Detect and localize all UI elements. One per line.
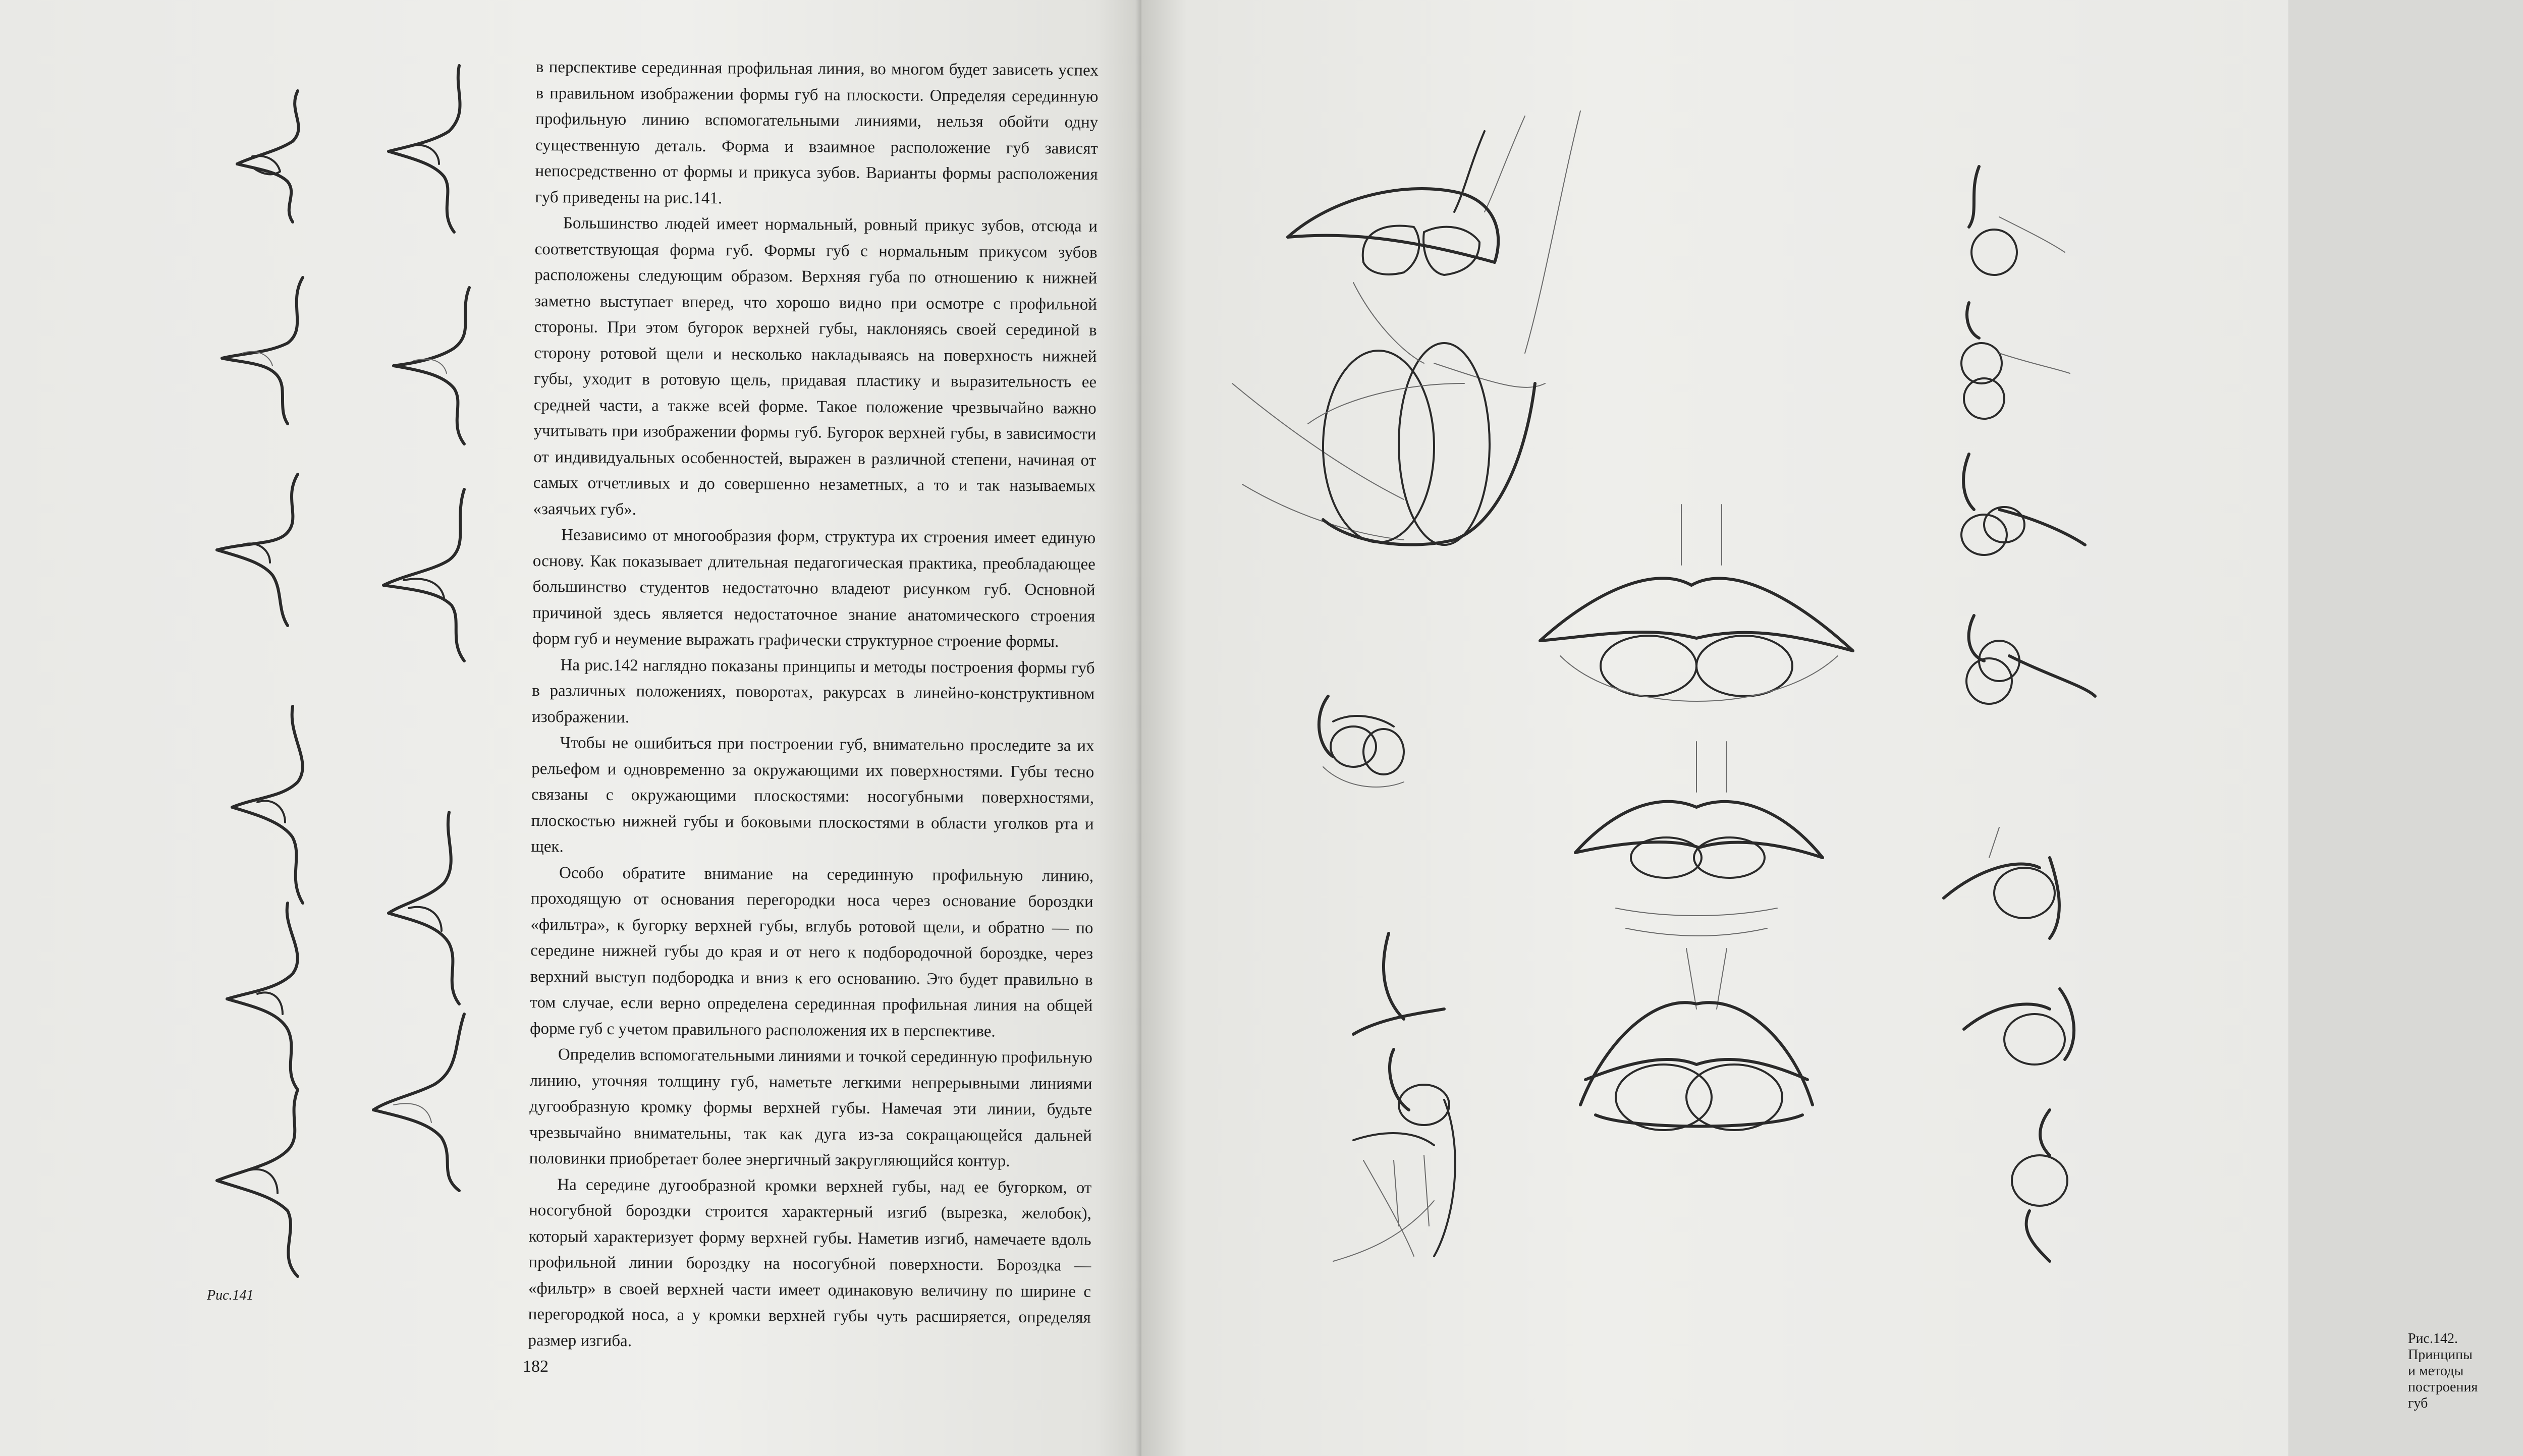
body-paragraph: в перспективе серединная профильная линия, во многом будет зависеть успех в правильном изображении формы губ на плоскости. Определяя серединную профильную линию вспомогательными линиями, нельзя обойти одну существенную деталь. Форма и взаимное расположение губ зависят непосредственно от формы и прикуса зубов. Варианты формы расположения губ приведены на рис.141. (535, 58, 1099, 207)
body-text-column (528, 54, 1099, 1357)
figure-142-caption: Рис.142. Принципы и методы построения губ (2408, 1331, 2478, 1411)
body-paragraph: На рис.142 наглядно показаны принципы и методы построения формы губ в различных положениях, поворотах, ракурсах в линейно-конструктивном изображении. (531, 655, 1095, 726)
lip-construction-sketch-profile (1961, 166, 2070, 419)
lip-profile-sketch (394, 288, 469, 444)
figure-141-caption: Рис.141 (207, 1287, 254, 1303)
lip-construction-sketch-profile (1944, 827, 2074, 1261)
lip-profile-sketch (217, 1090, 298, 1276)
lip-construction-sketch-large (1232, 111, 1580, 545)
body-paragraph: Большинство людей имеет нормальный, ровный прикус зубов, отсюда и соответствующая форма губ. Формы губ с нормальным прикусом зубов расположены следующим образом. Верхняя губа по отношению к нижней заметно выступает вперед, что хорошо видно при осмотре с профильной стороны. При этом бугорок верхней губы, наклоняясь своей серединой в сторону ротовой щели и несколько накладываясь на поверхность нижней губы, уходит в ротовую щель, придавая пластику и выразительность ее средней части, а также всей форме. Такое положение чрезвычайно важно учитывать при изображении формы губ. Бугорок верхней губы, в зависимости от индивидуальных особенностей, выражен в различной степени, начиная от самых отчетливых и до совершенно незаметных, а то и так называемых «заячьих губ». (533, 214, 1098, 519)
right-page (1141, 0, 2478, 1456)
lip-profile-sketch (237, 91, 299, 222)
lip-profile-sketch (389, 66, 460, 232)
lip-profile-sketch (227, 903, 298, 1090)
body-paragraph: Независимо от многообразия форм, структура их строения имеет единую основу. Как показывает длительная педагогическая практика, преобладающее большинство студентов недостаточно владеют рисунком губ. Основной причиной здесь является недостаточное знание анатомического строения форм губ и неумение выражать графически структурное строение формы. (532, 526, 1096, 651)
body-paragraph: Особо обратите внимание на серединную профильную линию, проходящую от основания перегородки носа через основание бороздки «фильтра», к бугорку верхней губы, вглубь ротовой щели, и обратно — по середине нижней губы до края и от него к подбородочной бороздке, через верхний выступ подбородка и вниз к его основанию. Это будет правильно в том случае, если верно определена серединная профильная линия на общей форме губ с учетом правильного расположения их в перспективе. (530, 863, 1094, 1041)
lip-profile-sketch (373, 1014, 464, 1191)
lip-profile-sketch (232, 706, 303, 903)
body-paragraph: Определив вспомогательными линиями и точкой серединную профильную линию, уточняя толщину губ, наметьте легкими непрерывными линиями дугообразную кромку формы верхней губы. Намечая эти линии, будьте чрезвычайно внимательны, так как дуга из-за сокращающейся дальней половинки приобретает более энергичный закругляющийся контур. (529, 1045, 1092, 1170)
lip-construction-sketch-frontal (1540, 505, 1853, 701)
lip-construction-sketch-frontal (1580, 948, 1813, 1130)
body-paragraph: На середине дугообразной кромки верхней губы, над ее бугорком, от носогубной бороздки строится характерный изгиб (вырезка, желобок), который характеризует форму верхней губы. Наметив изгиб, намечаете вдоль профильной линии бороздку на носогубной поверхности. Бороздка — «фильтр» в своей верхней части имеет одинаковую величину по ширине с перегородкой носа, а у кромки верхней губы чуть расширяется, определяя размер изгиба. (528, 1175, 1092, 1350)
body-paragraph: Чтобы не ошибиться при построении губ, внимательно проследите за их рельефом и одновременно за окружающими их поверхностями. Губы тесно связаны с окружающими плоскостями: носогубными поверхностями, плоскостью нижней губы и боковыми плоскостями в области уголков рта и щек. (531, 734, 1094, 856)
lip-construction-sketch-angled (1333, 933, 1455, 1261)
figure-141-lip-profiles (182, 50, 505, 1281)
lip-profile-sketch (222, 277, 303, 424)
lip-construction-sketch-small (1319, 696, 1404, 787)
lip-profile-sketch (217, 474, 298, 626)
lip-profile-sketch (383, 489, 464, 661)
page-number-left: 182 (523, 1357, 549, 1376)
left-page (0, 0, 1141, 1456)
figure-142-lip-construction (1141, 0, 2288, 1322)
lip-profile-sketch (389, 812, 459, 1004)
lip-construction-sketch-profile (1961, 454, 2095, 704)
lip-construction-sketch-frontal (1575, 742, 1823, 936)
